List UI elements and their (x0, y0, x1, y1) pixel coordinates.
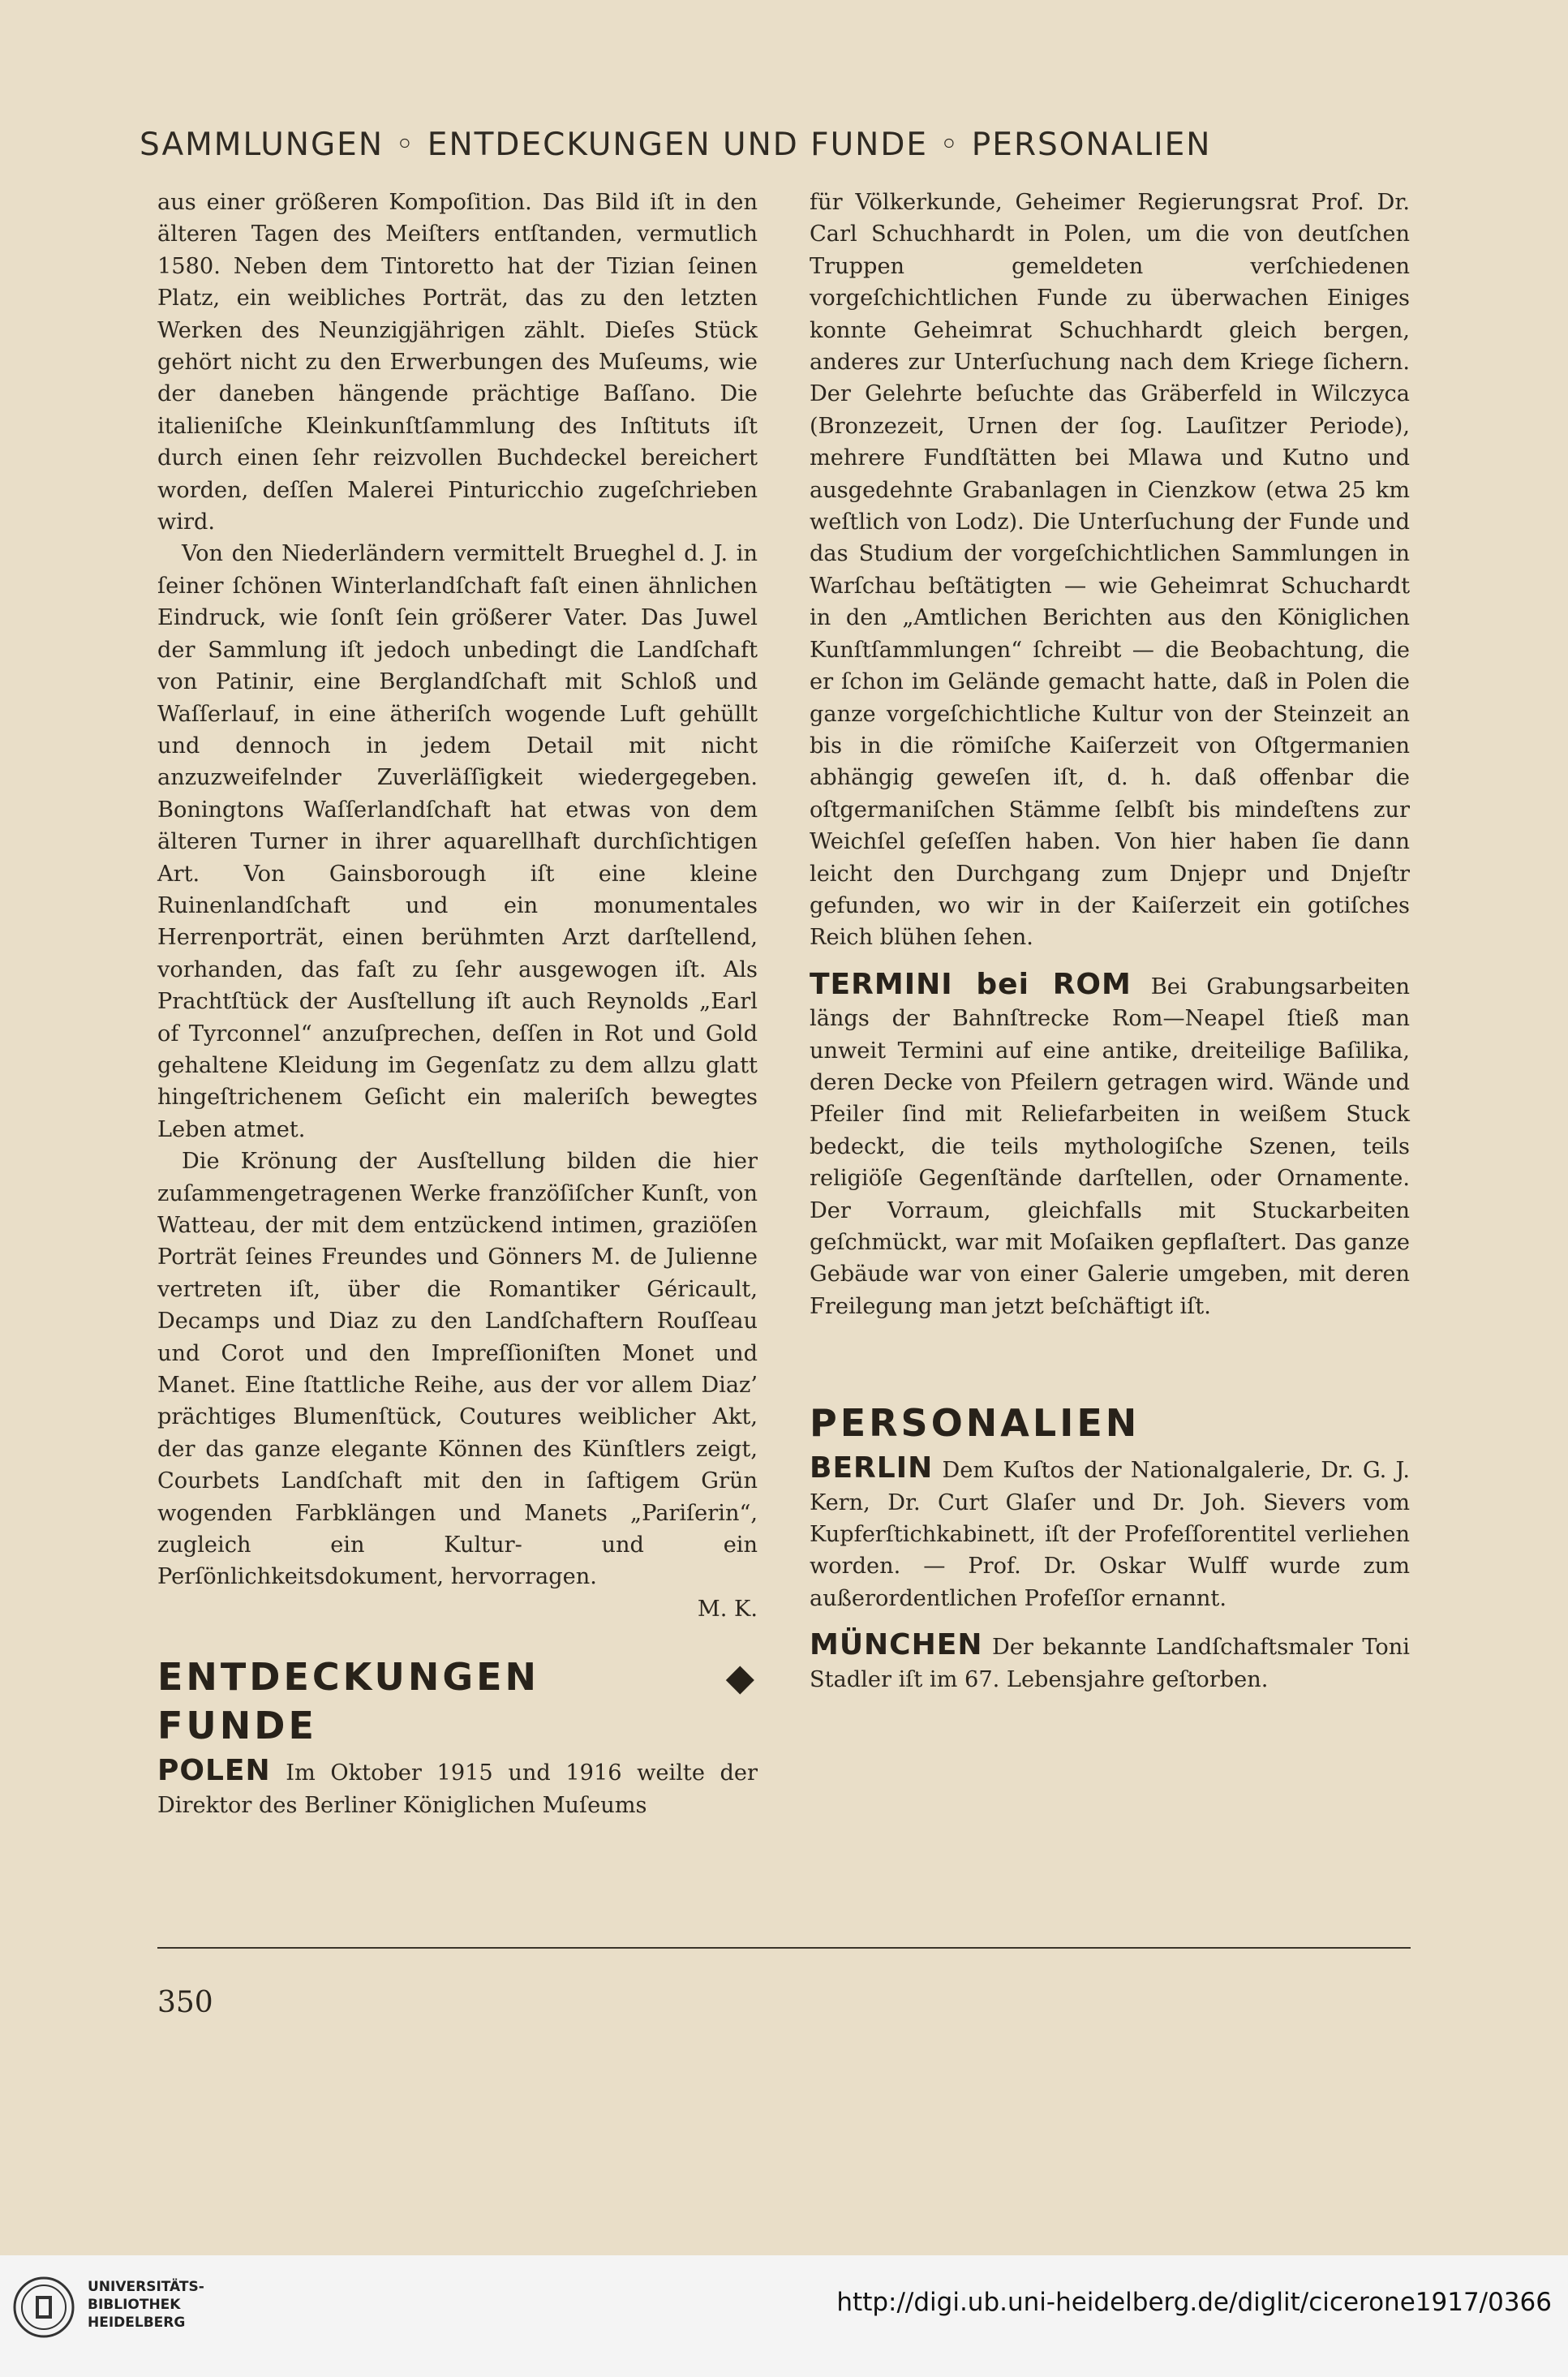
university-seal-icon (11, 2275, 76, 2340)
signature-line (157, 1593, 758, 1625)
right-column (810, 187, 1410, 1696)
digitization-footer (0, 2255, 1568, 2377)
institution-name: UNIVERSITÄTS- BIBLIOTHEK HEIDELBERG (88, 2279, 204, 2331)
entry-text-berlin: Dem Kuſtos der Nationalgalerie, Dr. G. J. Kern, Dr. Curt Glaſer und Dr. Joh. Sievers vom Kupferſtichkabinett, iſt der Profeſſorentitel verliehen worden. — Prof. Dr. Oskar Wulff wurde zum außerordentlichen Profeſſor ernannt. (810, 1458, 1410, 1611)
entry-heading-muenchen: MÜNCHEN (810, 1628, 983, 1662)
entry-termini (810, 969, 1410, 1322)
entry-heading-polen: POLEN (157, 1754, 271, 1788)
entry-text-polen: Im Oktober 1915 und 1916 weilte der Direktor des Berliner Königlichen Muſeums (157, 1760, 758, 1818)
left-column (157, 187, 758, 1821)
page-number: 350 (157, 1986, 213, 2019)
entry-heading-termini: TERMINI bei ROM (810, 967, 1132, 1001)
entry-text-termini: Bei Grabungsarbeiten längs der Bahnſtrecke Rom—Neapel ſtieß man unweit Termini auf eine antike, dreiteilige Baſilika, deren Decke von Pfeilern getragen wird. Wände und Pfeiler ſind mit Reliefarbeiten in weißem Stuck bedeckt, die teils mythologiſche Szenen, teils religiöſe Gegenſtände darſtellen, oder Ornamente. Der Vorraum, gleichfalls mit Stuckarbeiten geſchmückt, war mit Moſaiken gepflaſtert. Das ganze Gebäude war von einer Galerie umgeben, mit deren Freilegung man jetzt beſchäftigt iſt. (810, 974, 1410, 1319)
entry-polen (157, 1755, 758, 1821)
section-heading-entdeckungen: ENTDECKUNGEN ◆ FUNDE (157, 1655, 758, 1748)
paragraph: für Völkerkunde, Geheimer Regierungsrat Prof. Dr. Carl Schuchhardt in Polen, um die von deutſchen Truppen gemeldeten verſchiedenen vorgeſchichtlichen Funde zu überwachen Einiges konnte Geheimrat Schuchhardt gleich bergen, anderes zur Unterſuchung nach dem Kriege ſichern. Der Gelehrte beſuchte das Gräberfeld in Wilczyca (Bronzezeit, Urnen der ſog. Lauſitzer Periode), mehrere Fundſtätten bei Mlawa und Kutno und ausgedehnte Grabanlagen in Cienzkow (etwa 25 km weſtlich von Lodz). Die Unterſuchung der Funde und das Studium der vorgeſchichtlichen Sammlungen in Warſchau beſtätigten — wie Geheimrat Schuchardt in den „Amtlichen Berichten aus den Königlichen Kunſtſammlungen“ ſchreibt — die Beobachtung, die er ſchon im Gelände gemacht hatte, daß in Polen die ganze vorgeſchichtliche Kultur von der Steinzeit an bis in die römiſche Kaiſerzeit von Oſtgermanien abhängig geweſen iſt, d. h. daß offenbar die oſtgermaniſchen Stämme ſelbſt bis mindeſtens zur Weichſel geſeſſen haben. Von hier haben ſie dann leicht den Durchgang zum Dnjepr und Dnjeſtr gefunden, wo wir in der Kaiſerzeit ein gotiſches Reich blühen ſehen. (810, 190, 1410, 951)
paragraph: Von den Niederländern vermittelt Brueghel d. J. in ſeiner ſchönen Winterlandſchaft faſt einen ähnlichen Eindruck, wie ſonſt ſein größerer Vater. Das Juwel der Sammlung iſt jedoch unbedingt die Landſchaft von Patinir, eine Berglandſchaft mit Schloß und Waſſerlauf, in eine ätheriſch wogende Luft gehüllt und dennoch in jedem Detail mit nicht anzuzweifelnder Zuverläſſigkeit wiedergegeben. Boningtons Waſſerlandſchaft hat etwas von dem älteren Turner in ihrer aquarellhaft durchſichtigen Art. Von Gainsborough iſt eine kleine Ruinenlandſchaft und ein monumentales Herrenporträt, einen berühmten Arzt darſtellend, vorhanden, das faſt zu ſehr ausgewogen iſt. Als Prachtſtück der Ausſtellung iſt auch Reynolds „Earl of Tyrconnel“ anzuſprechen, deſſen in Rot und Gold gehaltene Kleidung im Gegenſatz zu dem allzu glatt hingeſtrichenem Geſicht ein maleriſch bewegtes Leben atmet. (157, 541, 758, 1142)
running-head: SAMMLUNGEN ◦ ENTDECKUNGEN UND FUNDE ◦ PERSONALIEN (140, 127, 1212, 163)
entry-berlin (810, 1452, 1410, 1614)
signature: M. K. (697, 1596, 758, 1622)
entry-heading-berlin: BERLIN (810, 1451, 934, 1485)
paragraph: aus einer größeren Kompoſition. Das Bild iſt in den älteren Tagen des Meiſters entſtanden, vermutlich 1580. Neben dem Tintoretto hat der Tizian ſeinen Platz, ein weibliches Porträt, das zu den letzten Werken des Neunzigjährigen zählt. Dieſes Stück gehört nicht zu den Erwerbungen des Muſeums, wie der daneben hängende prächtige Baſſano. Die italieniſche Kleinkunſtſammlung des Inſtituts iſt durch einen ſehr reizvollen Buchdeckel bereichert worden, deſſen Malerei Pinturicchio zugeſchrieben wird. (157, 190, 758, 535)
entry-text-muenchen: Der bekannte Landſchaftsmaler Toni Stadler iſt im 67. Lebensjahre geſtorben. (810, 1635, 1410, 1692)
page-rule (157, 1947, 1411, 1949)
paragraph: Die Krönung der Ausſtellung bilden die hier zuſammengetragenen Werke franzöſiſcher Kunſt, von Watteau, der mit dem entzückend intimen, graziöſen Porträt ſeines Freundes und Gönners M. de Julienne vertreten iſt, über die Romantiker Géricault, Decamps und Diaz zu den Landſchaftern Rouſſeau und Corot und den Impreſſioniſten Monet und Manet. Eine ſtattliche Reihe, aus der vor allem Diaz’ prächtiges Blumenſtück, Coutures weiblicher Akt, der das ganze elegante Können des Künſtlers zeigt, Courbets Landſchaft mit den in ſaftigem Grün wogenden Farbklängen und Manets „Pariſerin“, zugleich ein Kultur- und ein Perſönlichkeitsdokument, hervorragen. (157, 1149, 758, 1590)
entry-muenchen (810, 1629, 1410, 1696)
section-heading-personalien: PERSONALIEN (810, 1401, 1141, 1446)
source-url[interactable]: http://digi.ub.uni-heidelberg.de/diglit/cicerone1917/0366 (836, 2288, 1552, 2317)
